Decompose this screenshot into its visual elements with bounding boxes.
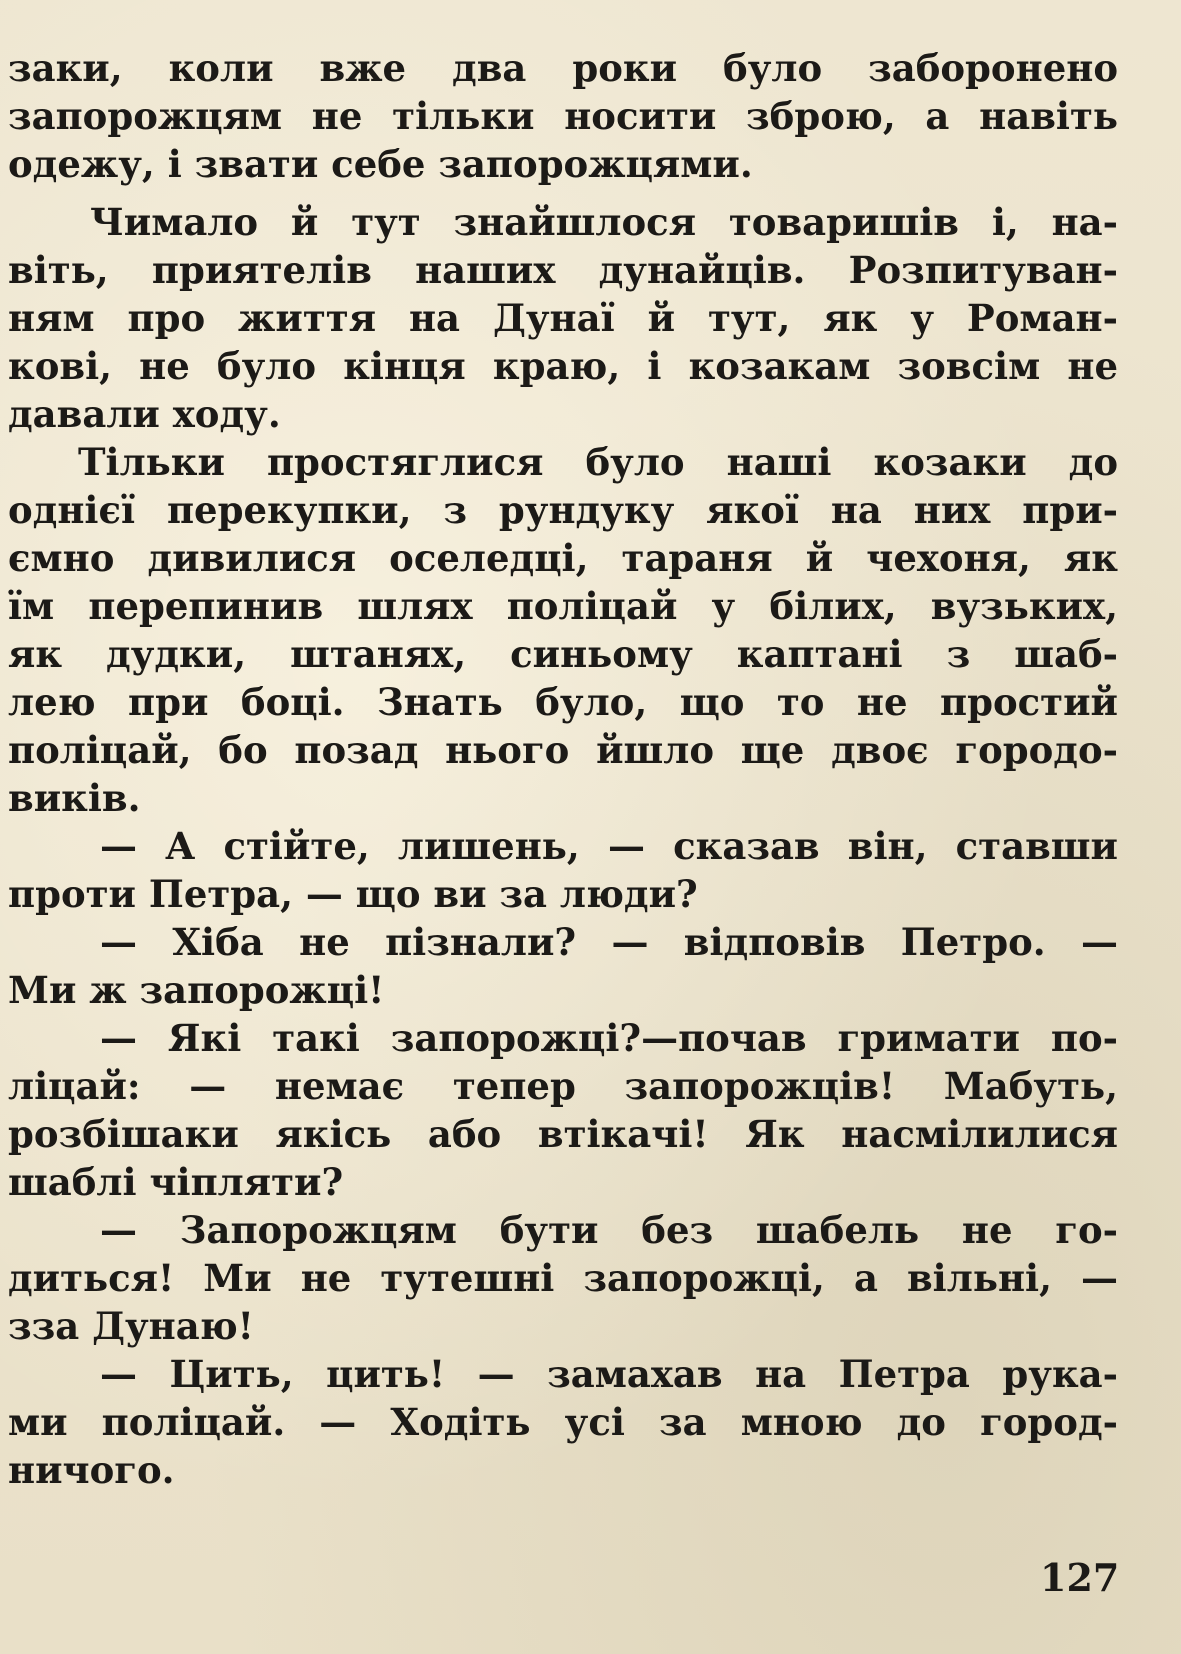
text-line: поліцай, бо позад нього йшло ще двоє городо- [8, 728, 1118, 772]
text-line: — Запорожцям бути без шабель не го- [100, 1208, 1118, 1252]
text-line: заки, коли вже два роки було заборонено [8, 46, 1118, 90]
text-line: лею при боці. Знать було, що то не простий [8, 680, 1118, 724]
text-line: одежу, і звати себе запорожцями. [8, 142, 753, 186]
text-line: Ми ж запорожці! [8, 968, 385, 1012]
text-line: проти Петра, — що ви за люди? [8, 872, 698, 916]
text-line: Чимало й тут знайшлося товаришів і, на- [90, 200, 1118, 244]
text-line: виків. [8, 776, 141, 820]
text-line: розбішаки якісь або втікачі! Як насмілилися [8, 1112, 1118, 1156]
text-line: — Які такі запорожці?—почав гримати по- [100, 1016, 1118, 1060]
text-line: шаблі чіпляти? [8, 1160, 344, 1204]
text-line: зза Дунаю! [8, 1304, 254, 1348]
text-line: віть, приятелів наших дунайців. Розпитуван- [8, 248, 1118, 292]
text-line: — Хіба не пізнали? — відповів Петро. — [100, 920, 1118, 964]
text-line: — Цить, цить! — замахав на Петра рука- [100, 1352, 1118, 1396]
text-line: запорожцям не тільки носити зброю, а навіть [8, 94, 1118, 138]
text-line: Тільки простяглися було наші козаки до [78, 440, 1118, 484]
text-line: ми поліцай. — Ходіть усі за мною до город- [8, 1400, 1118, 1444]
text-line: давали ходу. [8, 392, 281, 436]
text-line: як дудки, штанях, синьому каптані з шаб- [8, 632, 1118, 676]
text-line: — А стійте, лишень, — сказав він, ставши [100, 824, 1118, 868]
text-line: однієї перекупки, з рундуку якої на них при- [8, 488, 1118, 532]
text-line: ничого. [8, 1448, 175, 1492]
body-text [8, 44, 1118, 1494]
text-line: кові, не було кінця краю, і козакам зовсім не [8, 344, 1118, 388]
page-number: 127 [1040, 1555, 1120, 1600]
text-line: їм перепинив шлях поліцай у білих, вузьких, [8, 584, 1118, 628]
text-line: ням про життя на Дунаї й тут, як у Роман- [8, 296, 1118, 340]
text-line: ємно дивилися оселедці, тараня й чехоня, як [8, 536, 1118, 580]
text-line: диться! Ми не тутешні запорожці, а вільні, — [8, 1256, 1118, 1300]
text-line: ліцай: — немає тепер запорожців! Мабуть, [8, 1064, 1118, 1108]
